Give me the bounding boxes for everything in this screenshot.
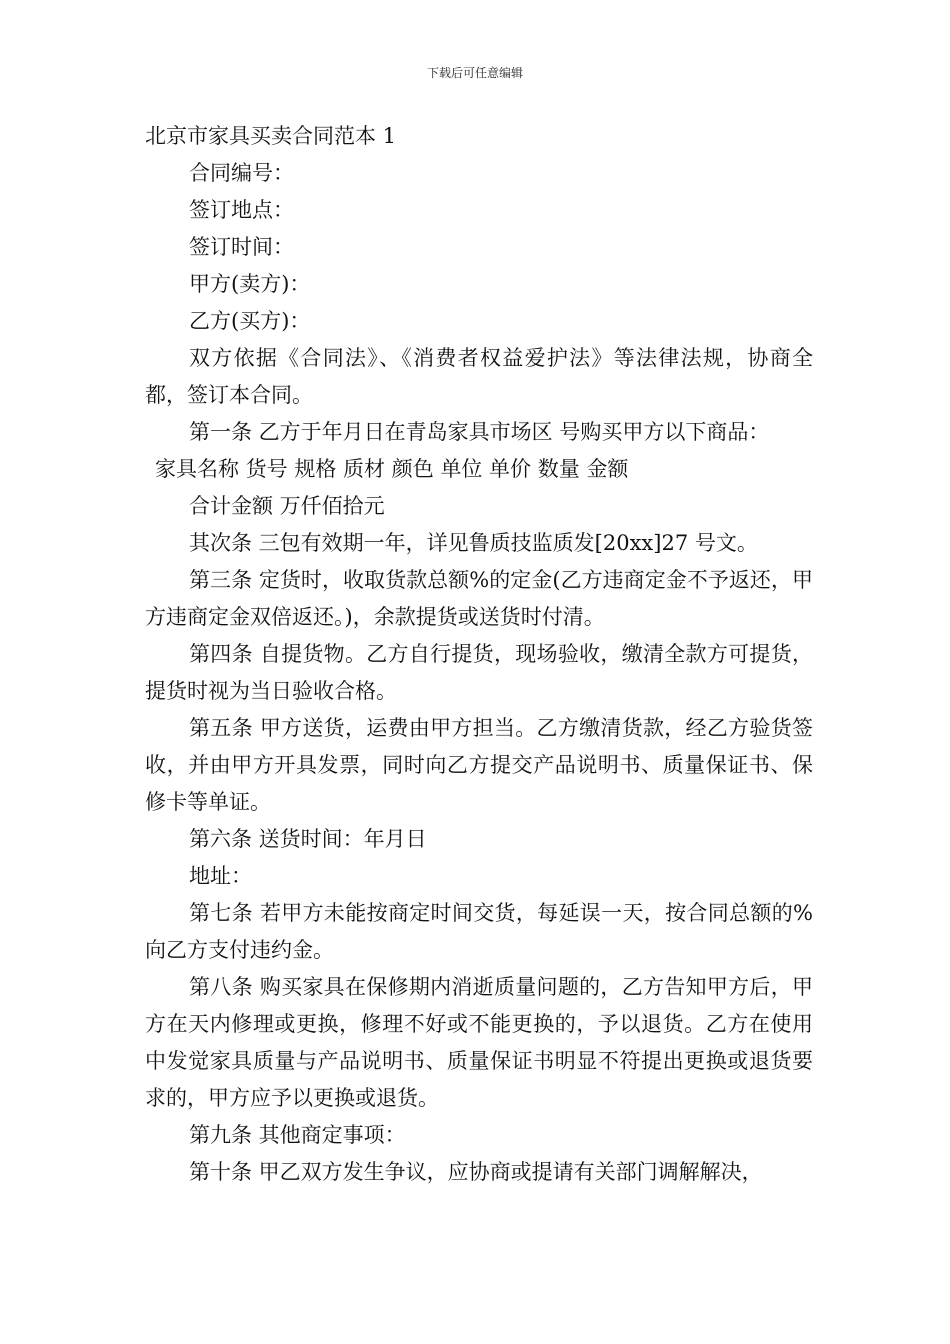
clause-9: 第九条 其他商定事项： [189, 1123, 406, 1147]
clause-7: 第七条 若甲方未能按商定时间交货，每延误一天，按合同总额的%向乙方支付违约金。 [145, 901, 813, 962]
field-contract-number: 合同编号： [189, 161, 294, 185]
clause-5: 第五条 甲方送货，运费由甲方担当。乙方缴清货款，经乙方验货签收，并由甲方开具发票，同时向乙方提交产品说明书、质量保证书、保修卡等单证。 [145, 716, 813, 814]
document-body [145, 118, 813, 1191]
clause-2: 其次条 三包有效期一年，详见鲁质技监质发[20xx]27 号文。 [189, 531, 758, 555]
clause-4: 第四条 自提货物。乙方自行提货，现场验收，缴清全款方可提货，提货时视为当日验收合格。 [145, 642, 813, 703]
total-amount-line: 合计金额 万仟佰拾元 [189, 494, 385, 518]
clause-preamble: 双方依据《合同法》、《消费者权益爱护法》等法律法规，协商全都，签订本合同。 [145, 346, 813, 407]
clause-10: 第十条 甲乙双方发生争议，应协商或提请有关部门调解解决， [189, 1160, 763, 1184]
field-party-a-seller: 甲方(卖方)： [189, 272, 311, 296]
goods-table-header: 家具名称 货号 规格 质材 颜色 单位 单价 数量 金额 [155, 457, 629, 481]
field-address: 地址： [189, 864, 252, 888]
field-signing-time: 签订时间： [189, 235, 294, 259]
clause-6: 第六条 送货时间：年月日 [189, 827, 427, 851]
clause-1: 第一条 乙方于年月日在青岛家具市场区 号购买甲方以下商品： [189, 420, 770, 444]
clause-8: 第八条 购买家具在保修期内消逝质量问题的，乙方告知甲方后，甲方在天内修理或更换，修理不好或不能更换的，予以退货。乙方在使用中发觉家具质量与产品说明书、质量保证书明显不符提出更换或退货要求的，甲方应予以更换或退货。 [145, 975, 813, 1110]
page-header-note: 下载后可任意编辑 [426, 66, 523, 80]
document-title: 北京市家具买卖合同范本 1 [145, 124, 397, 148]
clause-3: 第三条 定货时，收取货款总额%的定金(乙方违商定金不予返还，甲方违商定金双倍返还。)，余款提货或送货时付清。 [145, 568, 813, 629]
field-party-b-buyer: 乙方(买方)： [189, 309, 311, 333]
field-signing-place: 签订地点： [189, 198, 294, 222]
